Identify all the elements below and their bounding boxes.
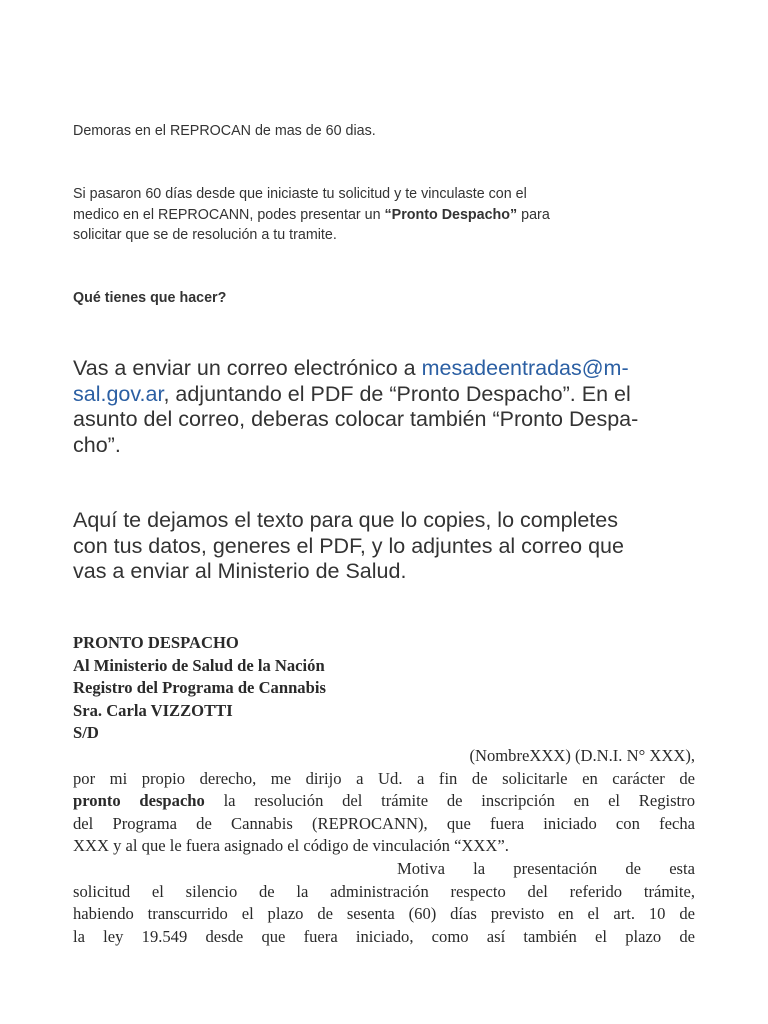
letter-body-line-2: por mi propio derecho, me dirijo a Ud. a fin de solicitarle en carácter de — [73, 768, 695, 788]
letter-body-line-8: habiendo transcurrido el plazo de sesenta (60) días previsto en el art. 10 de — [73, 904, 695, 924]
letter-recipient-ministry: Al Ministerio de Salud de la Nación — [73, 655, 325, 675]
instructions-p2-line-2: con tus datos, generes el PDF, y lo adjuntes al correo que — [73, 533, 624, 558]
letter-body-line-6: Motiva la presentación de esta — [397, 858, 695, 878]
intro-paragraph-line-2-end: para — [517, 206, 550, 223]
letter-recipient-name: Sra. Carla VIZZOTTI — [73, 700, 233, 720]
instructions-p1-line-3: asunto del correo, deberas colocar también “Pronto Despa- — [73, 407, 639, 431]
letter-recipient-registry: Registro del Programa de Cannabis — [73, 678, 326, 698]
letter-sd: S/D — [73, 723, 99, 743]
intro-heading — [73, 121, 695, 142]
instructions-p2-line-1: Aquí te dejamos el texto para que lo copies, lo completes — [73, 508, 618, 532]
letter-body-line-5: XXX y al que le fuera asignado el código de vinculación “XXX”. — [73, 836, 509, 856]
letter-title: PRONTO DESPACHO — [73, 633, 239, 652]
intro-paragraph-line-2 — [73, 205, 695, 226]
instructions-p1-line-2 — [73, 382, 695, 408]
question-heading-text: Qué tienes que hacer? — [73, 290, 227, 306]
instructions-p2-line-3: vas a enviar al Ministerio de Salud. — [73, 559, 407, 583]
letter-body-line-9: la ley 19.549 desde que fuera iniciado, como así también el plazo de — [73, 926, 695, 946]
instructions-p1-line-4: cho”. — [73, 432, 121, 457]
pronto-despacho-emphasis: “Pronto Despacho” — [384, 206, 518, 223]
intro-heading-text: Demoras en el REPROCAN de mas de 60 dias. — [73, 123, 376, 139]
intro-paragraph-line-3: solicitar que se de resolución a tu tramite. — [73, 227, 337, 243]
letter-body-line-1: (NombreXXX) (D.N.I. N° XXX), — [469, 745, 695, 765]
intro-paragraph — [73, 184, 695, 246]
instructions-paragraph-2 — [73, 508, 695, 585]
instructions-p1-start: Vas a enviar un correo electrónico a — [73, 356, 422, 380]
letter-body-line-3-rest: la resolución del trámite de inscripción en el Registro — [204, 791, 695, 811]
letter-body-line-3 — [73, 790, 695, 813]
letter-pronto-despacho-bold: pronto despacho — [73, 791, 205, 811]
email-link-part-2[interactable]: sal.gov.ar — [73, 381, 164, 406]
question-heading — [73, 288, 695, 309]
intro-paragraph-line-2-start: medico en el REPROCANN, podes presentar un — [73, 206, 385, 223]
letter-template — [73, 632, 695, 948]
letter-body-line-7: solicitud el silencio de la administración respecto del referido trámite, — [73, 881, 695, 901]
instructions-p1-line-1 — [73, 356, 695, 382]
letter-body-line-4: del Programa de Cannabis (REPROCANN), que fuera iniciado con fecha — [73, 813, 695, 833]
instructions-paragraph-1 — [73, 356, 695, 458]
intro-paragraph-line-1: Si pasaron 60 días desde que iniciaste tu solicitud y te vinculaste con el — [73, 186, 527, 202]
instructions-p1-continuation: , adjuntando el PDF de “Pronto Despacho”. En el — [163, 381, 631, 406]
email-link-part-1[interactable]: mesadeentradas@m- — [421, 356, 629, 380]
